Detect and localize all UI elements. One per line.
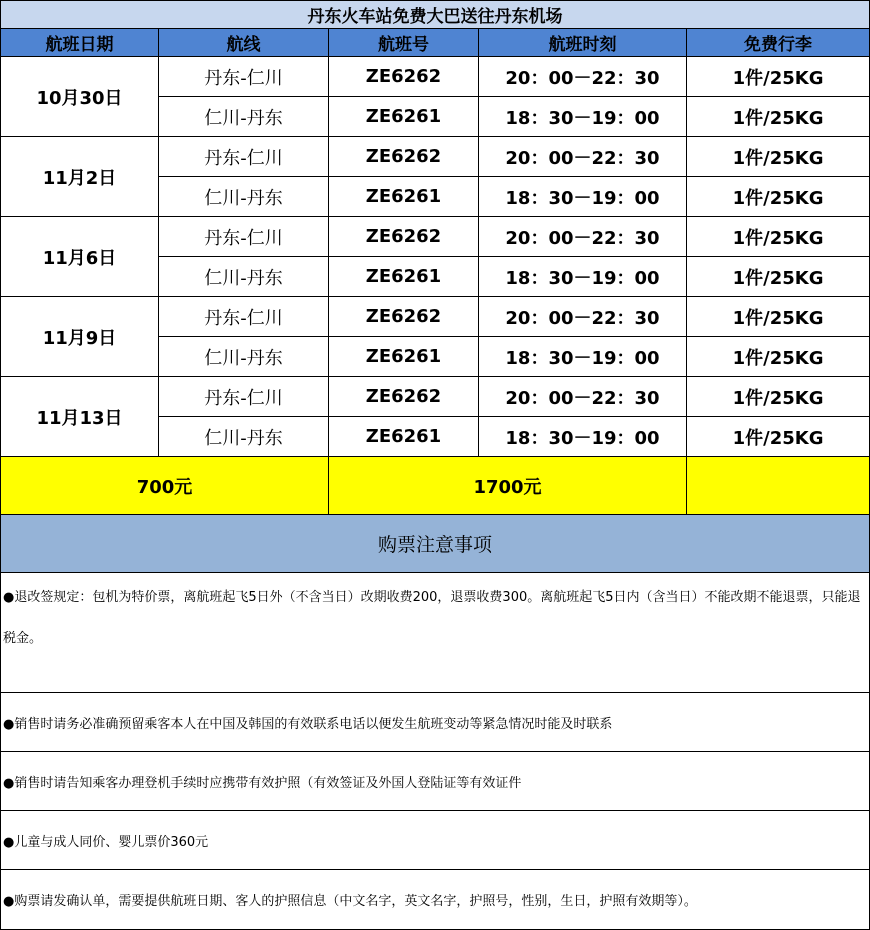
notice-child-price: ●儿童与成人同价、婴儿票价360元 [1, 811, 870, 870]
flight-time: 20：00－22：30 [479, 137, 687, 177]
flight-row [1, 137, 870, 177]
flight-route: 丹东-仁川 [159, 377, 329, 417]
flight-route: 仁川-丹东 [159, 337, 329, 377]
header-route: 航线 [159, 29, 329, 57]
flight-route: 丹东-仁川 [159, 137, 329, 177]
flight-route: 仁川-丹东 [159, 417, 329, 457]
flight-time: 18：30－19：00 [479, 257, 687, 297]
flight-route: 丹东-仁川 [159, 217, 329, 257]
free-baggage: 1件/25KG [687, 177, 870, 217]
free-baggage: 1件/25KG [687, 377, 870, 417]
header-row [1, 29, 870, 57]
flight-number: ZE6261 [329, 257, 479, 297]
notice-confirmation: ●购票请发确认单，需要提供航班日期、客人的护照信息（中文名字，英文名字，护照号，性别，生日，护照有效期等）。 [1, 870, 870, 930]
flight-number: ZE6262 [329, 57, 479, 97]
flight-number: ZE6261 [329, 177, 479, 217]
free-baggage: 1件/25KG [687, 217, 870, 257]
flight-route: 仁川-丹东 [159, 177, 329, 217]
header-flight-no: 航班号 [329, 29, 479, 57]
flight-number: ZE6262 [329, 297, 479, 337]
price-row [1, 457, 870, 515]
flight-number: ZE6262 [329, 217, 479, 257]
flight-route: 仁川-丹东 [159, 257, 329, 297]
free-baggage: 1件/25KG [687, 97, 870, 137]
flight-number: ZE6261 [329, 337, 479, 377]
flight-date: 11月2日 [1, 137, 159, 217]
notice-refund-policy: ●退改签规定：包机为特价票，离航班起飞5日外（不含当日）改期收费200，退票收费300。离航班起飞5日内（含当日）不能改期不能退票，只能退税金。 [1, 573, 870, 693]
free-baggage: 1件/25KG [687, 417, 870, 457]
flight-row [1, 297, 870, 337]
flight-number: ZE6261 [329, 417, 479, 457]
free-baggage: 1件/25KG [687, 137, 870, 177]
sheet-title: 丹东火车站免费大巴送往丹东机场 [1, 1, 870, 29]
flight-time: 18：30－19：00 [479, 177, 687, 217]
flight-row [1, 57, 870, 97]
flight-number: ZE6262 [329, 377, 479, 417]
free-baggage: 1件/25KG [687, 57, 870, 97]
flight-time: 18：30－19：00 [479, 417, 687, 457]
header-baggage: 免费行李 [687, 29, 870, 57]
flight-time: 20：00－22：30 [479, 217, 687, 257]
flight-time: 20：00－22：30 [479, 57, 687, 97]
notice-passport: ●销售时请告知乘客办理登机手续时应携带有效护照（有效签证及外国人登陆证等有效证件 [1, 752, 870, 811]
flight-date: 11月9日 [1, 297, 159, 377]
header-date: 航班日期 [1, 29, 159, 57]
flight-row [1, 377, 870, 417]
flight-row [1, 217, 870, 257]
price-round-trip: 1700元 [329, 457, 687, 515]
free-baggage: 1件/25KG [687, 337, 870, 377]
price-one-way: 700元 [1, 457, 329, 515]
notice-contact-phone: ●销售时请务必准确预留乘客本人在中国及韩国的有效联系电话以便发生航班变动等紧急情况时能及时联系 [1, 693, 870, 752]
flight-route: 丹东-仁川 [159, 57, 329, 97]
flight-time: 20：00－22：30 [479, 377, 687, 417]
free-baggage: 1件/25KG [687, 297, 870, 337]
flight-date: 11月6日 [1, 217, 159, 297]
notice-title: 购票注意事项 [1, 515, 870, 573]
flight-route: 丹东-仁川 [159, 297, 329, 337]
free-baggage: 1件/25KG [687, 257, 870, 297]
flight-date: 10月30日 [1, 57, 159, 137]
flight-route: 仁川-丹东 [159, 97, 329, 137]
flight-time: 18：30－19：00 [479, 97, 687, 137]
flight-time: 20：00－22：30 [479, 297, 687, 337]
price-extra [687, 457, 870, 515]
flight-date: 11月13日 [1, 377, 159, 457]
flight-time: 18：30－19：00 [479, 337, 687, 377]
header-time: 航班时刻 [479, 29, 687, 57]
flight-number: ZE6262 [329, 137, 479, 177]
flight-number: ZE6261 [329, 97, 479, 137]
